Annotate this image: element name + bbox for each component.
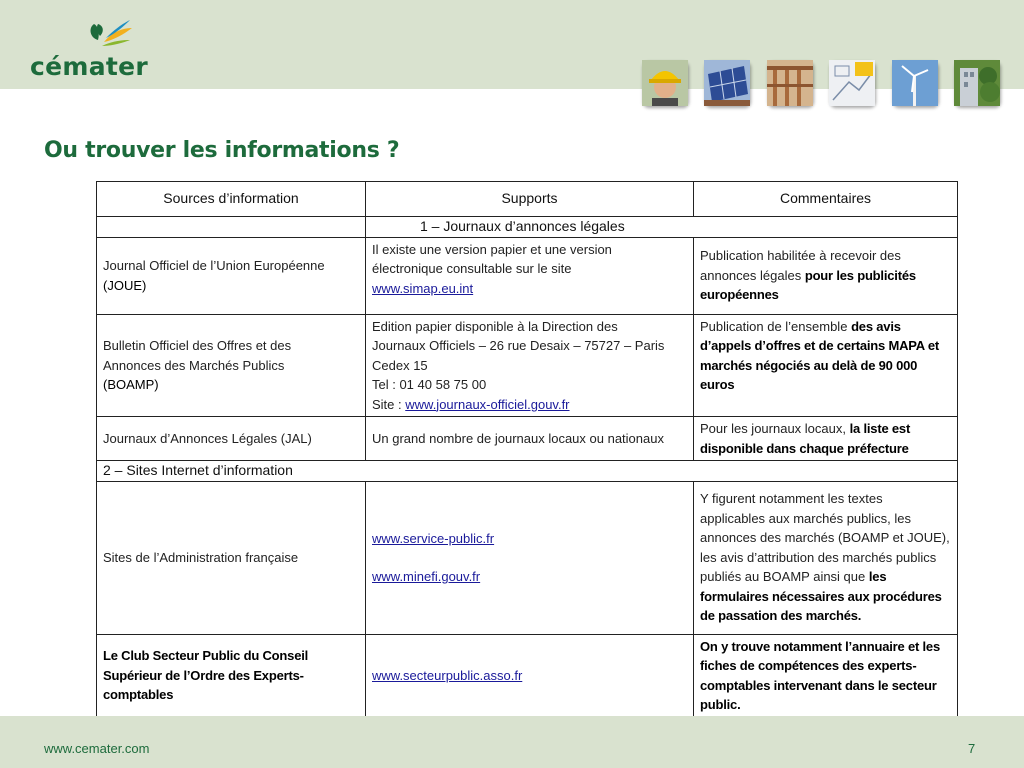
footer-website[interactable]: www.cemater.com — [44, 741, 150, 756]
table-row — [97, 237, 958, 314]
table-row — [97, 634, 958, 717]
source-cell: Journaux d’Annonces Légales (JAL) — [97, 417, 366, 461]
table-row — [97, 481, 958, 634]
comment-cell: Publication de l’ensemble des avis d’appels d’offres et de certains MAPA et marchés négociés au delà de 90 000 euros — [694, 314, 958, 417]
source-cell: Sites de l’Administration française — [97, 481, 366, 634]
table-row — [97, 417, 958, 461]
worker-photo-icon — [642, 60, 688, 106]
support-cell — [366, 481, 694, 634]
column-header: Supports — [366, 182, 694, 217]
comment-cell: Y figurent notamment les textes applicables aux marchés publics, les annonces des marchés (BOAMP et JOUE), les avis d’attribution des marchés publics publiés au BOAMP ainsi que les formulaires nécessaires aux procédures de passation des marchés. — [694, 481, 958, 634]
page-number: 7 — [968, 741, 976, 756]
support-cell: Edition papier disponible à la Direction des Journaux Officiels – 26 rue Desaix – 75727 – Paris Cedex 15 Tel : 01 40 58 75 00 Site : www.journaux-officiel.gouv.fr — [366, 314, 694, 417]
section-row — [97, 217, 958, 238]
section-title: 2 – Sites Internet d’information — [97, 461, 958, 482]
support-cell — [366, 634, 694, 717]
source-cell: Bulletin Officiel des Offres et des Annonces des Marchés Publics (BOAMP) — [97, 314, 366, 417]
logo-wordmark: cémater — [30, 52, 149, 81]
page-title: Ou trouver les informations ? — [44, 138, 400, 163]
section-title: 1 – Journaux d’annonces légales — [366, 217, 958, 238]
comment-cell: On y trouve notamment l’annuaire et les fiches de compétences des experts-comptables intervenant dans le secteur public. — [694, 634, 958, 717]
support-cell: Un grand nombre de journaux locaux ou nationaux — [366, 417, 694, 461]
section-row — [97, 461, 958, 482]
simap-link[interactable]: www.simap.eu.int — [372, 280, 474, 296]
column-header: Sources d’information — [97, 182, 366, 217]
solar-panel-photo-icon — [704, 60, 750, 106]
wind-turbine-photo-icon — [892, 60, 938, 106]
footer-band — [0, 716, 1024, 768]
info-table — [96, 181, 958, 738]
wood-frame-photo-icon — [767, 60, 813, 106]
comment-cell: Pour les journaux locaux, la liste est disponible dans chaque préfecture — [694, 417, 958, 461]
secteurpublic-link[interactable]: www.secteurpublic.asso.fr — [372, 667, 523, 683]
green-facade-photo-icon — [954, 60, 1000, 106]
source-cell: Le Club Secteur Public du Conseil Supérieur de l’Ordre des Experts- comptables — [97, 634, 366, 717]
source-cell: Journal Officiel de l’Union Européenne (JOUE) — [97, 237, 366, 314]
minefi-link[interactable]: www.minefi.gouv.fr — [372, 569, 481, 584]
service-public-link[interactable]: www.service-public.fr — [372, 530, 495, 546]
blueprint-photo-icon — [829, 60, 875, 106]
journaux-officiel-link[interactable]: www.journaux-officiel.gouv.fr — [405, 396, 570, 412]
table-header-row — [97, 182, 958, 217]
leaf-logo-icon — [64, 18, 134, 54]
column-header: Commentaires — [694, 182, 958, 217]
support-cell: Il existe une version papier et une version électronique consultable sur le site www.simap.eu.int — [366, 237, 694, 314]
cemater-logo[interactable] — [30, 18, 160, 80]
comment-cell: Publication habilitée à recevoir des annonces légales pour les publicités européennes — [694, 237, 958, 314]
table-row — [97, 314, 958, 417]
info-table-container — [96, 181, 958, 712]
